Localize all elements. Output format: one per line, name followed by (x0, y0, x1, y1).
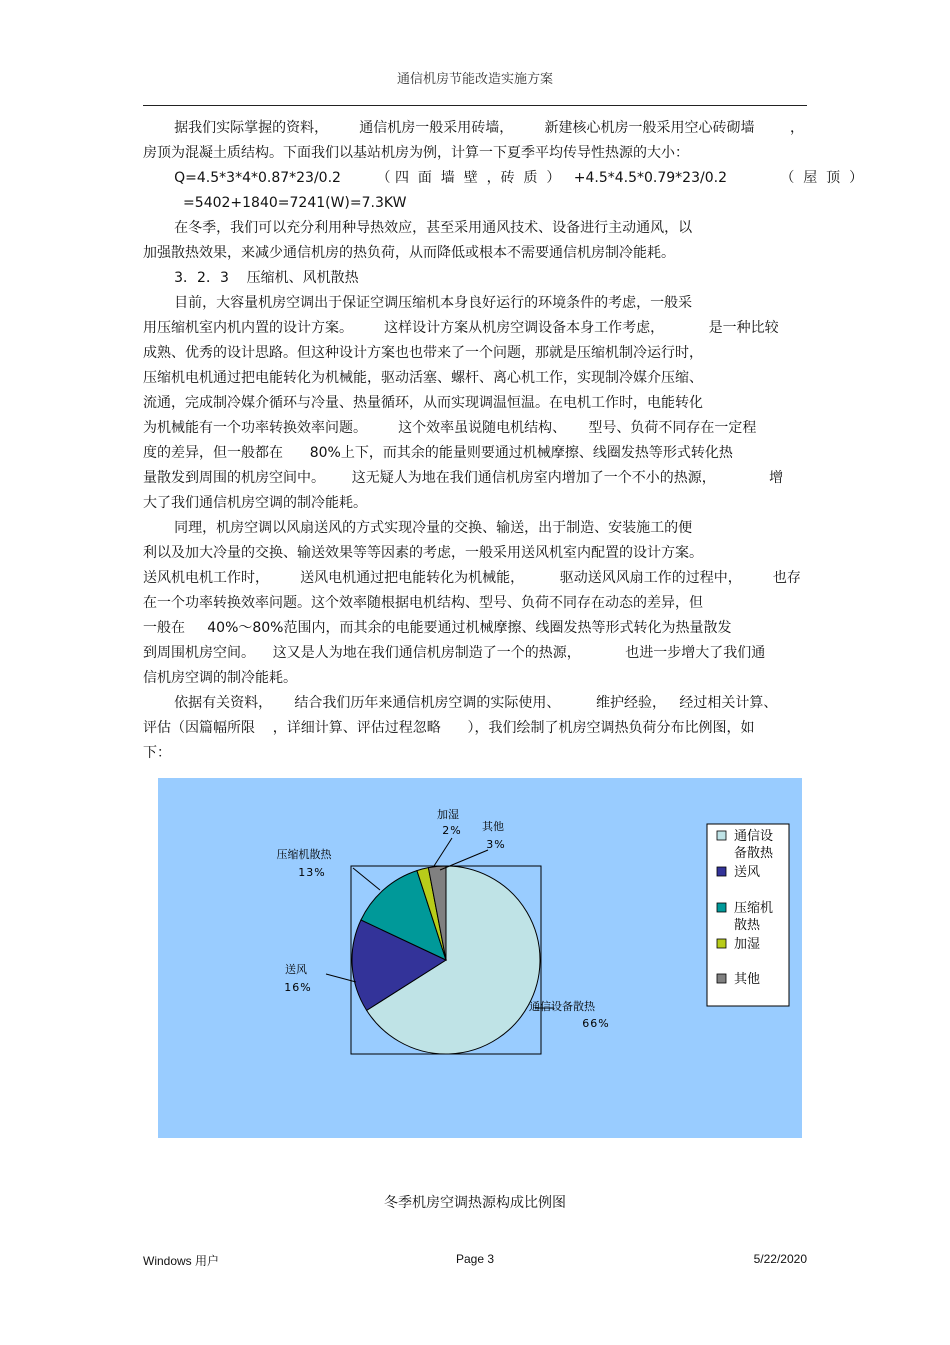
body-line: 量散发到周围的机房空间中。 这无疑人为地在我们通信机房室内增加了一个不小的热源， 增 (143, 470, 784, 486)
body-line: 房顶为混凝土质结构。下面我们以基站机房为例，计算一下夏季平均传导性热源的大小： (143, 145, 689, 161)
body-line: 一般在 40%～80%范围内，而其余的电能要通过机械摩擦、线圈发热等形式转化为热量散发 (143, 620, 732, 636)
body-line: 下： (143, 745, 171, 761)
footer-page-number: Page 3 (455, 1252, 495, 1266)
slice-label: 送风 (285, 963, 307, 976)
body-line: 到周围机房空间。 这又是人为地在我们通信机房制造了一个的热源， 也进一步增大了我们通 (143, 645, 766, 661)
slice-label: 其他 (482, 820, 504, 833)
body-line: 信机房空调的制冷能耗。 (143, 670, 297, 686)
body-line: 据我们实际掌握的资料， 通信机房一般采用砖墙， 新建核心机房一般采用空心砖砌墙 ， (143, 120, 805, 136)
pie-chart (158, 778, 802, 1138)
figure-caption: 冬季机房空调热源构成比例图 (384, 1195, 566, 1211)
slice-label: 加湿 (437, 808, 459, 821)
legend-swatch (717, 867, 726, 876)
body-line: 目前，大容量机房空调出于保证空调压缩机本身良好运行的环境条件的考虑，一般采 (143, 295, 693, 311)
body-line: 用压缩机室内机内置的设计方案。 这样设计方案从机房空调设备本身工作考虑， 是一种比较 (143, 320, 779, 336)
slice-label: 通信设备散热 (529, 1000, 595, 1013)
header-rule (143, 105, 807, 106)
body-line: 在冬季，我们可以充分利用种导热效应，甚至采用通风技术、设备进行主动通风，以 (143, 220, 693, 236)
body-line: 同理，机房空调以风扇送风的方式实现冷量的交换、输送，出于制造、安装施工的便 (143, 520, 693, 536)
legend-label: 散热 (734, 918, 761, 933)
slice-value-label: 2% (442, 824, 462, 837)
legend-label: 加湿 (734, 937, 761, 952)
legend-label: 送风 (734, 865, 761, 880)
legend-label: 备散热 (734, 846, 774, 861)
body-line: 流通，完成制冷媒介循环与冷量、热量循环，从而实现调温恒温。在电机工作时，电能转化 (143, 395, 703, 411)
body-line: 利以及加大冷量的交换、输送效果等等因素的考虑，一般采用送风机室内配置的设计方案。 (143, 545, 703, 561)
legend-label: 其他 (734, 972, 761, 987)
body-line: 为机械能有一个功率转换效率问题。 这个效率虽说随电机结构、 型号、负荷不同存在一定程 (143, 420, 757, 436)
pie-chart-svg (158, 778, 802, 1138)
legend-label: 压缩机 (734, 901, 774, 916)
body-line: Q=4.5*3*4*0.87*23/0.2 （ 四 面 墙 壁 ，砖 质 ） +4.5*4.5*0.79*23/0.2 （ 屋 顶 ） (143, 170, 864, 186)
page-header: 通信机房节能改造实施方案 (396, 72, 553, 87)
body-line: 评估（因篇幅所限 ，详细计算、评估过程忽略 ），我们绘制了机房空调热负荷分布比例图，如 (143, 720, 755, 736)
slice-label: 压缩机散热 (276, 848, 332, 861)
legend-swatch (717, 939, 726, 948)
body-line: 度的差异，但一般都在 80%上下，而其余的能量则要通过机械摩擦、线圈发热等形式转化热 (143, 445, 733, 461)
body-line: 大了我们通信机房空调的制冷能耗。 (143, 495, 367, 511)
footer-author: Windows 用户 (143, 1254, 220, 1268)
body-line: 送风机电机工作时， 送风电机通过把电能转化为机械能， 驱动送风风扇工作的过程中， 也存 (143, 570, 801, 586)
slice-value-label: 16% (284, 981, 312, 994)
slice-value-label: 13% (298, 866, 326, 879)
body-line: 加强散热效果，来减少通信机房的热负荷，从而降低或根本不需要通信机房制冷能耗。 (143, 245, 675, 261)
body-line: =5402+1840=7241(W)=7.3KW (143, 195, 407, 211)
body-line: 在一个功率转换效率问题。这个效率随根据电机结构、型号、负荷不同存在动态的差异，但 (143, 595, 703, 611)
body-line: 成熟、优秀的设计思路。但这种设计方案也也带来了一个问题，那就是压缩机制冷运行时， (143, 345, 703, 361)
legend-swatch (717, 974, 726, 983)
footer-date: 5/22/2020 (753, 1252, 807, 1266)
slice-value-label: 3% (486, 838, 506, 851)
legend-swatch (717, 903, 726, 912)
legend-swatch (717, 831, 726, 840)
body-line: 压缩机电机通过把电能转化为机械能，驱动活塞、螺杆、离心机工作，实现制冷媒介压缩、 (143, 370, 703, 386)
legend-label: 通信设 (734, 829, 774, 844)
slice-value-label: 66% (582, 1017, 610, 1030)
body-line: 依据有关资料， 结合我们历年来通信机房空调的实际使用、 维护经验， 经过相关计算、 (143, 695, 778, 711)
body-line: 3．2．3 压缩机、风机散热 (143, 270, 359, 286)
